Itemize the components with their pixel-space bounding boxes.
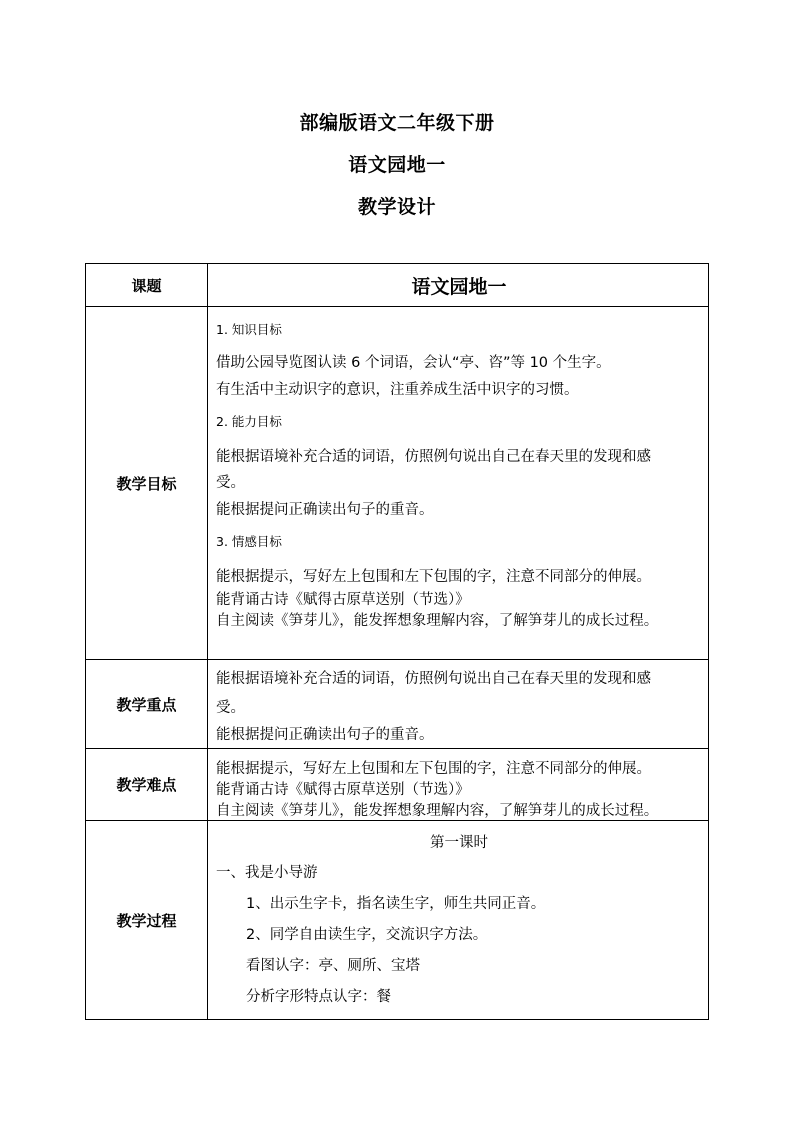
ability-heading: 2. 能力目标 [216, 414, 282, 429]
process-section-1: 一、我是小导游 [216, 865, 318, 881]
goals-content [208, 307, 709, 660]
process-content [208, 821, 709, 1020]
key-point-2: 能根据提问正确读出句子的重音。 [216, 727, 434, 743]
emotion-item-1: 能根据提示，写好左上包围和左下包围的字，注意不同部分的伸展。 [216, 569, 651, 585]
knowledge-item-2: 有生活中主动识字的意识，注重养成生活中识字的习惯。 [216, 382, 579, 398]
difficulties-row [86, 749, 709, 821]
document-subtitle-2: 教学设计 [357, 196, 436, 218]
key-point-1a: 能根据语境补充合适的词语，仿照例句说出自己在春天里的发现和感 [216, 671, 651, 687]
difficulties-content [208, 749, 709, 821]
key-points-content [208, 660, 709, 749]
emotion-item-2: 能背诵古诗《赋得古原草送别（节选）》 [216, 592, 470, 608]
emotion-heading: 3. 情感目标 [216, 534, 282, 549]
ability-item-1b: 受。 [216, 475, 245, 491]
knowledge-item-1: 借助公园导览图认读 6 个词语，会认“亭、咨”等 10 个生字。 [216, 355, 611, 371]
key-points-row [86, 660, 709, 749]
topic-label: 课题 [86, 264, 208, 307]
difficulty-3: 自主阅读《笋芽儿》，能发挥想象理解内容，了解笋芽儿的成长过程。 [216, 803, 659, 819]
ability-item-1a: 能根据语境补充合适的词语，仿照例句说出自己在春天里的发现和感 [216, 449, 651, 465]
topic-row [86, 264, 709, 307]
lesson-title: 第一课时 [430, 835, 488, 851]
process-step-1: 1、出示生字卡，指名读生字，师生共同正音。 [246, 896, 546, 912]
process-label: 教学过程 [86, 821, 208, 1020]
lesson-plan-table [85, 263, 709, 1020]
document-title: 部编版语文二年级下册 [299, 112, 495, 134]
difficulty-1: 能根据提示，写好左上包围和左下包围的字，注意不同部分的伸展。 [216, 761, 651, 777]
process-step-3: 看图认字：亭、厕所、宝塔 [246, 958, 420, 974]
topic-value: 语文园地一 [208, 264, 709, 307]
difficulty-2: 能背诵古诗《赋得古原草送别（节选）》 [216, 782, 470, 798]
document-subtitle: 语文园地一 [348, 154, 446, 176]
difficulties-label: 教学难点 [86, 749, 208, 821]
process-row [86, 821, 709, 1020]
ability-item-2: 能根据提问正确读出句子的重音。 [216, 502, 434, 518]
goals-label: 教学目标 [86, 307, 208, 660]
process-step-2: 2、同学自由读生字，交流识字方法。 [246, 927, 488, 943]
key-points-label: 教学重点 [86, 660, 208, 749]
process-step-4: 分析字形特点认字：餐 [246, 989, 391, 1005]
key-point-1b: 受。 [216, 700, 245, 716]
emotion-item-3: 自主阅读《笋芽儿》，能发挥想象理解内容，了解笋芽儿的成长过程。 [216, 613, 659, 629]
knowledge-heading: 1. 知识目标 [216, 322, 282, 337]
goals-row [86, 307, 709, 660]
